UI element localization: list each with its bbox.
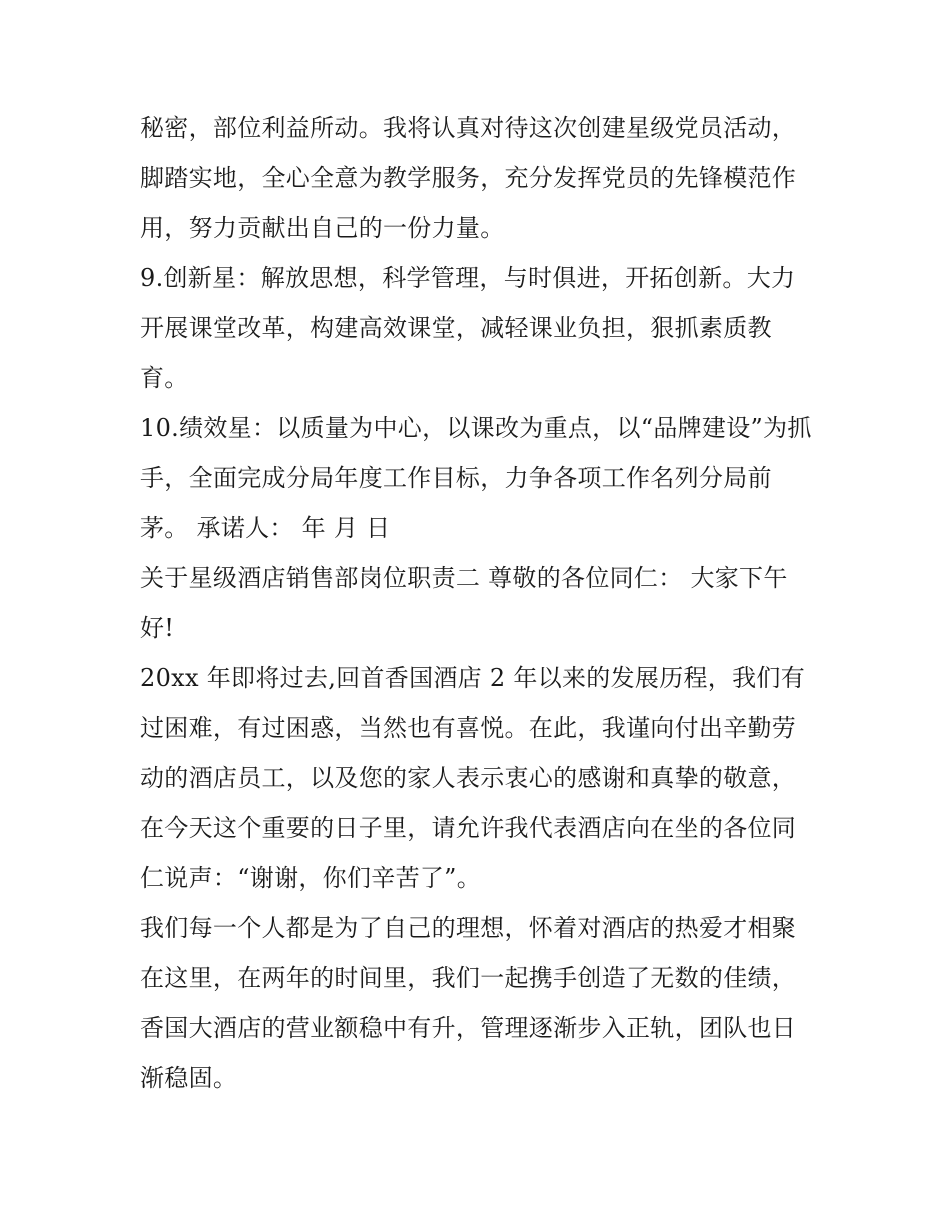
text-line: 9.创新星：解放思想，科学管理，与时俱进，开拓创新。大力	[140, 264, 796, 292]
text-line: 好!	[140, 614, 175, 642]
paragraph-performance-star	[140, 403, 820, 553]
text-line: 10.绩效星：以质量为中心，以课改为重点，以“品牌建设”为抓	[140, 414, 812, 442]
text-line: 脚踏实地，全心全意为教学服务，充分发挥党员的先锋模范作	[140, 164, 797, 192]
text-line: 动的酒店员工，以及您的家人表示衷心的感谢和真挚的敬意，	[140, 764, 797, 792]
text-line: 在这里，在两年的时间里，我们一起携手创造了无数的佳绩，	[140, 964, 797, 992]
text-line: 关于星级酒店销售部岗位职责二 尊敬的各位同仁： 大家下午	[140, 564, 788, 592]
paragraph-hotel-duties-heading	[140, 553, 820, 653]
text-line: 在今天这个重要的日子里，请允许我代表酒店向在坐的各位同	[140, 814, 797, 842]
text-line: 秘密，部位利益所动。我将认真对待这次创建星级党员活动，	[140, 114, 797, 142]
text-line: 过困难，有过困惑，当然也有喜悦。在此，我谨向付出辛勤劳	[140, 714, 797, 742]
document-body	[140, 103, 820, 1103]
text-line: 我们每一个人都是为了自己的理想，怀着对酒店的热爱才相聚	[140, 914, 797, 942]
text-line: 仁说声：“谢谢，你们辛苦了”。	[140, 864, 482, 892]
text-line: 渐稳固。	[140, 1064, 238, 1092]
paragraph-commitment-end	[140, 103, 820, 253]
text-line: 手，全面完成分局年度工作目标，力争各项工作名列分局前	[140, 464, 772, 492]
text-line: 茅。 承诺人： 年 月 日	[140, 514, 391, 542]
paragraph-innovation-star	[140, 253, 820, 403]
text-line: 育。	[140, 364, 189, 392]
text-line: 香国大酒店的营业额稳中有升，管理逐渐步入正轨，团队也日	[140, 1014, 797, 1042]
paragraph-team-achievement	[140, 903, 820, 1103]
text-line: 用，努力贡献出自己的一份力量。	[140, 214, 505, 242]
text-line: 20xx 年即将过去,回首香国酒店 2 年以来的发展历程，我们有	[140, 664, 805, 692]
paragraph-year-review	[140, 653, 820, 903]
text-line: 开展课堂改革，构建高效课堂，减轻课业负担，狠抓素质教	[140, 314, 772, 342]
